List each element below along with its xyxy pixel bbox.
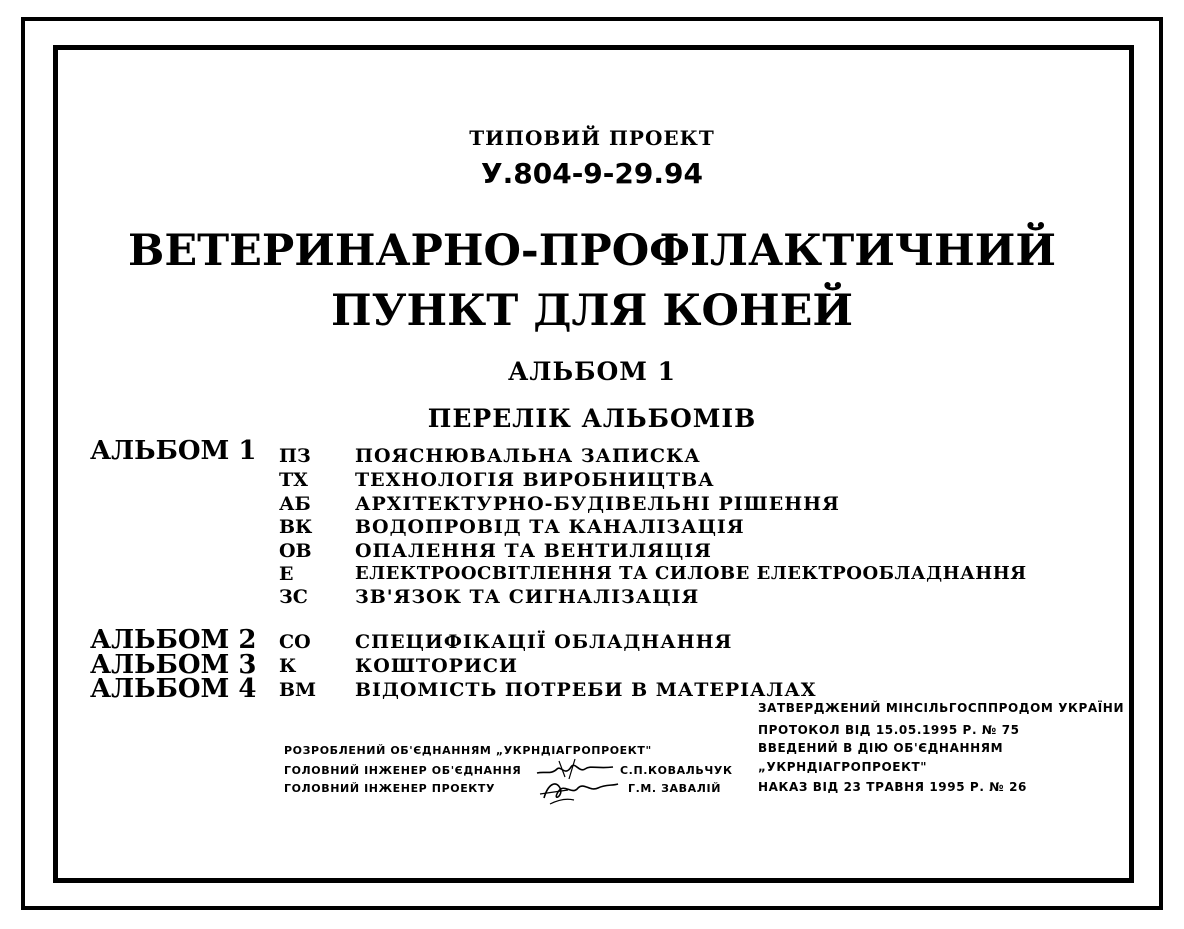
album-heading: АЛЬБОМ 1 bbox=[507, 357, 676, 386]
section-code: К bbox=[279, 655, 297, 677]
section-code: ОВ bbox=[279, 540, 312, 562]
section-title: ОПАЛЕННЯ ТА ВЕНТИЛЯЦІЯ bbox=[355, 540, 712, 562]
section-code: ЗС bbox=[279, 586, 308, 608]
signature-project-engineer bbox=[538, 774, 620, 806]
title-line-1: ВЕТЕРИНАРНО-ПРОФІЛАКТИЧНИЙ bbox=[127, 226, 1056, 276]
section-code: ТХ bbox=[279, 469, 308, 491]
section-code: АБ bbox=[279, 493, 311, 515]
album-list-heading: ПЕРЕЛІК АЛЬБОМІВ bbox=[427, 404, 757, 433]
chief-engineer-name: С.П.КОВАЛЬЧУК bbox=[620, 764, 733, 777]
section-title: ТЕХНОЛОГІЯ ВИРОБНИЦТВА bbox=[355, 469, 715, 491]
developer-line: РОЗРОБЛЕНИЙ ОБ'ЄДНАННЯМ „УКРНДІАГРОПРОЕКТ" bbox=[284, 744, 652, 757]
section-title: ПОЯСНЮВАЛЬНА ЗАПИСКА bbox=[355, 445, 701, 467]
section-title: СПЕЦИФІКАЦІЇ ОБЛАДНАННЯ bbox=[355, 631, 733, 653]
album-1-name: АЛЬБОМ 1 bbox=[90, 436, 257, 466]
section-title: ЗВ'ЯЗОК ТА СИГНАЛІЗАЦІЯ bbox=[355, 586, 700, 608]
chief-engineer-label: ГОЛОВНИЙ ІНЖЕНЕР ОБ'ЄДНАННЯ bbox=[284, 764, 522, 777]
section-title: КОШТОРИСИ bbox=[355, 655, 518, 677]
approval-line-4: „УКРНДІАГРОПРОЕКТ" bbox=[758, 760, 928, 774]
section-code: СО bbox=[279, 631, 311, 653]
project-code: У.804-9-29.94 bbox=[481, 157, 703, 190]
project-engineer-label: ГОЛОВНИЙ ІНЖЕНЕР ПРОЕКТУ bbox=[284, 782, 496, 795]
album-2-name: АЛЬБОМ 2 bbox=[90, 625, 257, 655]
album-3-name: АЛЬБОМ 3 bbox=[90, 650, 257, 680]
approval-line-3: ВВЕДЕНИЙ В ДІЮ ОБ'ЄДНАННЯМ bbox=[758, 741, 1004, 755]
project-label: ТИПОВИЙ ПРОЕКТ bbox=[469, 126, 715, 150]
section-title: ЕЛЕКТРООСВІТЛЕННЯ ТА СИЛОВЕ ЕЛЕКТРООБЛАДНАННЯ bbox=[355, 563, 1027, 584]
section-title: АРХІТЕКТУРНО-БУДІВЕЛЬНІ РІШЕННЯ bbox=[355, 493, 840, 515]
section-title: ВІДОМІСТЬ ПОТРЕБИ В МАТЕРІАЛАХ bbox=[355, 679, 817, 701]
approval-line-2: ПРОТОКОЛ ВІД 15.05.1995 Р. № 75 bbox=[758, 723, 1020, 737]
title-line-2: ПУНКТ ДЛЯ КОНЕЙ bbox=[331, 286, 853, 336]
project-engineer-name: Г.М. ЗАВАЛІЙ bbox=[628, 782, 722, 795]
section-code: ВМ bbox=[279, 679, 317, 701]
section-code: ВК bbox=[279, 516, 313, 538]
section-title: ВОДОПРОВІД ТА КАНАЛІЗАЦІЯ bbox=[355, 516, 745, 538]
album-4-name: АЛЬБОМ 4 bbox=[90, 674, 257, 704]
section-code: Е bbox=[279, 563, 294, 585]
section-code: ПЗ bbox=[279, 445, 311, 467]
approval-line-1: ЗАТВЕРДЖЕНИЙ МІНСІЛЬГОСППРОДОМ УКРАЇНИ bbox=[758, 701, 1125, 715]
approval-line-5: НАКАЗ ВІД 23 ТРАВНЯ 1995 Р. № 26 bbox=[758, 780, 1027, 794]
